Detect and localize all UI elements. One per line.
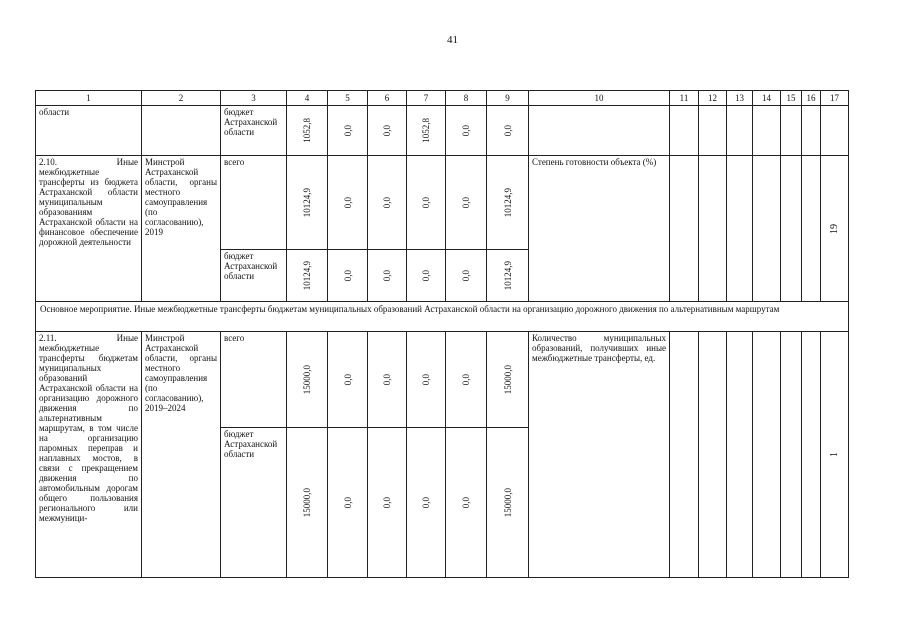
target-cell [727, 156, 753, 302]
amount-cell: 0,0 [368, 106, 407, 156]
target-cell [753, 156, 781, 302]
col-header: 17 [821, 91, 849, 106]
amount-cell: 10124,9 [487, 156, 529, 250]
amount-cell: 0,0 [328, 106, 368, 156]
col-header: 4 [287, 91, 328, 106]
col-header: 14 [753, 91, 781, 106]
target-value-cell: 19 [821, 156, 849, 302]
indicator-cell [529, 106, 670, 156]
amount-cell: 0,0 [446, 106, 487, 156]
amount-cell: 0,0 [407, 332, 446, 428]
col-header: 6 [368, 91, 407, 106]
funding-source-cell: всего [221, 156, 287, 250]
col-header: 16 [802, 91, 821, 106]
target-cell [753, 332, 781, 578]
amount-cell: 15000,0 [287, 332, 328, 428]
indicator-cell: Количество муниципальных образований, получивших иные межбюджетные трансферты, ед. [529, 332, 670, 578]
target-cell [727, 106, 753, 156]
target-cell [670, 156, 699, 302]
target-cell [753, 106, 781, 156]
amount-cell: 15000,0 [487, 332, 529, 428]
amount-cell: 0,0 [328, 428, 368, 578]
item-name-cell: 2.11. Иные межбюджетные трансферты бюджетам муниципальных образований Астраханской области на организацию дорожного движения по альтернативным маршрутам, в том числе на организацию паромных переправ и наплавных мостов, в связи с прекращением движения по автомобильным дорогам общего пользования регионального или межмуници- [36, 332, 142, 578]
funding-source-cell: бюджет Астраханской области [221, 106, 287, 156]
main-event-heading: Основное мероприятие. Иные межбюджетные трансферты бюджетам муниципальных образований Астраханской области на организацию дорожного движения по альтернативным маршрутам [36, 302, 849, 332]
indicator-cell: Степень готовности объекта (%) [529, 156, 670, 302]
amount-cell: 0,0 [368, 332, 407, 428]
executor-cell: Минстрой Астраханской области, органы местного самоуправления (по согласованию), 2019 [142, 156, 221, 302]
amount-cell: 0,0 [368, 250, 407, 302]
col-header: 9 [487, 91, 529, 106]
col-header: 7 [407, 91, 446, 106]
program-table [35, 90, 849, 578]
amount-cell: 0,0 [328, 156, 368, 250]
target-cell [781, 106, 802, 156]
amount-cell: 0,0 [368, 428, 407, 578]
target-cell [802, 332, 821, 578]
amount-cell: 0,0 [368, 156, 407, 250]
amount-cell: 0,0 [328, 250, 368, 302]
amount-cell: 0,0 [407, 156, 446, 250]
col-header: 1 [36, 91, 142, 106]
table-row [36, 106, 849, 156]
amount-cell: 0,0 [487, 106, 529, 156]
amount-cell: 0,0 [446, 428, 487, 578]
target-cell [781, 156, 802, 302]
col-header: 3 [221, 91, 287, 106]
amount-cell: 10124,9 [287, 156, 328, 250]
amount-cell: 0,0 [328, 332, 368, 428]
table-row [36, 332, 849, 428]
col-header: 15 [781, 91, 802, 106]
funding-source-cell: бюджет Астраханской области [221, 250, 287, 302]
amount-cell: 15000,0 [487, 428, 529, 578]
funding-source-cell: бюджет Астраханской области [221, 428, 287, 578]
target-cell [670, 332, 699, 578]
col-header: 5 [328, 91, 368, 106]
item-name-cell: 2.10. Иные межбюджетные трансферты из бюджета Астраханской области муниципальным образованиям Астраханской области на финансовое обеспечение дорожной деятельности [36, 156, 142, 302]
amount-cell: 0,0 [407, 428, 446, 578]
target-cell [699, 332, 727, 578]
amount-cell: 15000,0 [287, 428, 328, 578]
amount-cell: 1052,8 [287, 106, 328, 156]
target-cell [821, 106, 849, 156]
target-cell [699, 156, 727, 302]
col-header: 11 [670, 91, 699, 106]
target-cell [781, 332, 802, 578]
amount-cell: 10124,9 [287, 250, 328, 302]
table-row [36, 302, 849, 332]
header-row [36, 91, 849, 106]
target-cell [802, 156, 821, 302]
amount-cell: 0,0 [407, 250, 446, 302]
col-header: 13 [727, 91, 753, 106]
col-header: 10 [529, 91, 670, 106]
amount-cell: 10124,9 [487, 250, 529, 302]
target-cell [802, 106, 821, 156]
target-cell [699, 106, 727, 156]
amount-cell: 0,0 [446, 332, 487, 428]
amount-cell: 1052,8 [407, 106, 446, 156]
col-header: 12 [699, 91, 727, 106]
executor-cell: Минстрой Астраханской области, органы местного самоуправления (по согласованию), 2019–2024 [142, 332, 221, 578]
page-number: 41 [447, 34, 458, 46]
funding-source-cell: всего [221, 332, 287, 428]
table-row [36, 156, 849, 250]
target-cell [727, 332, 753, 578]
amount-cell: 0,0 [446, 156, 487, 250]
target-value-cell: 1 [821, 332, 849, 578]
item-name-cell: области [36, 106, 142, 156]
col-header: 8 [446, 91, 487, 106]
executor-cell [142, 106, 221, 156]
amount-cell: 0,0 [446, 250, 487, 302]
target-cell [670, 106, 699, 156]
col-header: 2 [142, 91, 221, 106]
